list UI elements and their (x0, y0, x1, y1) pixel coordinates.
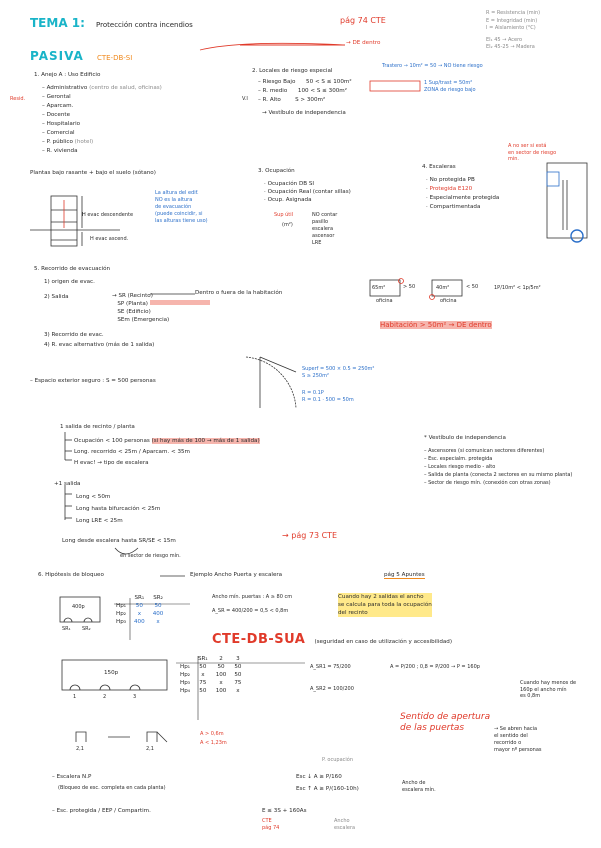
table-row: Hp₂ x 100 50 (180, 672, 242, 678)
sentido-heading: Sentido de apertura de las puertas (400, 712, 491, 733)
vi-label: V.I (242, 96, 248, 102)
list-item: – Riesgo Bajo 50 < S ≤ 100m² (258, 79, 352, 85)
eq1-label: Esc ↓ A ≥ P/160 (296, 774, 342, 780)
vestibulo-label: → Vestíbulo de independencia (262, 110, 346, 116)
sup-util-label: Sup útil (274, 212, 294, 218)
trastero-values: 1 Sup/trast = 50m² ZONA de riesgo bajo (424, 80, 476, 93)
list-item: – R. medio 100 < S ≤ 300m² (258, 88, 348, 94)
list-item: – Administrativo (centro de salud, oficinas) (42, 85, 162, 91)
list-item: Long. recorrido < 25m / Aparcam. < 35m (74, 449, 191, 455)
list-item: SE (Edificio) (117, 309, 151, 315)
page-subtitle: Protección contra incendios (96, 21, 193, 29)
stair-drawing (547, 163, 587, 242)
pag73-label: → pág 73 CTE (282, 531, 338, 540)
list-item: Ocupación < 100 personas (si hay más de 100 → más de 1 salida) (74, 438, 260, 444)
salidas-list (112, 292, 210, 324)
list-item: SP (Planta) (112, 300, 210, 308)
page-title: TEMA 1: (30, 16, 85, 30)
escalera-np-label: – Escalera N.P (52, 774, 92, 780)
list-item: · Protegida E120 (426, 186, 473, 192)
vest-list (424, 447, 572, 487)
espacio-label: – Espacio exterior seguro : S = 500 personas (30, 378, 156, 384)
door-sr1-label: SR₁ (62, 626, 71, 632)
list-item: – Docente (42, 112, 71, 118)
sua-heading: CTE-DB-SUA (seguridad en caso de utilización y accesibilidad) (212, 632, 453, 647)
list-item: – Ascensores (si comunican sectores diferentes) (424, 448, 545, 454)
hypothesis-table-1: SR₁ SR₂ Hp₁ 50 50 Hp₂ x 400 Hp₃ 400 x (112, 594, 167, 626)
sector-label: en sector de riesgo mín. (120, 553, 181, 559)
list-item: · Ocupación Real (contar sillas) (264, 189, 351, 195)
legend-item: EI₁ 45 → Acero (486, 36, 523, 43)
pasiva-heading: PASIVA CTE-DB-SI (30, 49, 133, 63)
list-item: Long hasta bifurcación < 25m (76, 506, 161, 512)
s2-rows (258, 78, 352, 105)
no-contar-list: NO contar pasillo escalera ascensor LRE (312, 212, 338, 246)
room2-label: 40m² (436, 285, 450, 291)
list-item: Long < 50m (76, 494, 111, 500)
list-item: Long LRE < 25m (76, 518, 123, 524)
plantas-label: Plantas bajo rasante + bajo el suelo (sótano) (30, 170, 156, 176)
escalera-np-note: (Bloqueo de esc. completa en cada planta) (58, 785, 166, 791)
s4-note: A no ser si está en sector de riesgo min. (508, 143, 557, 162)
door-label-1: 2,1 (76, 746, 84, 752)
ancho-min-label: Ancho mín. puertas : A ≥ 80 cm (212, 594, 293, 600)
s5-heading: 5. Recorrido de evacuación (34, 266, 111, 272)
radio-values: Superf = 500 × 0.5 = 250m² S ≥ 250m² R = 0.1P R = 0.1 · 500 = 50m (302, 366, 375, 403)
room1-value: > 50 (403, 284, 416, 290)
list-item: – Salida de planta (conecta 2 sectores en su mismo planta) (424, 472, 573, 478)
list-item: – R. Alto S > 300m² (258, 97, 326, 103)
oficina-label-2: oficina (440, 298, 457, 304)
pag74-label: pág 74 CTE (340, 16, 386, 25)
ancho-recinto-label: Ancho escalera (334, 818, 356, 831)
cuando-note: Cuando hay menos de 160p el ancho mín es 0,8m (520, 680, 577, 699)
table-row: Hp₁ 50 50 (116, 603, 162, 609)
pasiva-ref: CTE-DB-SI (96, 54, 133, 62)
eq3-label: E ≤ 3S + 160As (262, 808, 307, 814)
legend-item: I = Aislamiento (°C) (486, 25, 536, 31)
salida-label: 2) Salida (44, 294, 69, 300)
header (30, 12, 193, 31)
long-desde-label: Long desde escalera hasta SR/SE < 15m (62, 538, 176, 544)
h-asc-label: H evac ascend. (90, 236, 129, 242)
list-item: · Ocup. Asignada (264, 197, 312, 203)
list-item: · Compartimentada (426, 204, 481, 210)
s2-heading: 2. Locales de riesgo especial (252, 68, 333, 74)
esc-prot-label: – Esc. protegida / EEP / Compartim. (52, 808, 151, 814)
s1-heading: 1. Anejo A : Uso Edificio (34, 72, 101, 78)
de-dentro-label: → DE dentro (346, 40, 381, 46)
eq2-label: Esc ↑ A ≥ P/(160-10h) (296, 786, 359, 792)
s1-list (42, 84, 162, 156)
legend-item: EI₂ 45-25 → Madera (486, 44, 535, 50)
list-item: – R. vivienda (42, 148, 78, 154)
room2-value: < 50 (466, 284, 479, 290)
m2-label: (m²) (282, 222, 293, 228)
habitacion-label: Habitación > 50m² → DE dentro (380, 321, 492, 329)
table-row: Hp₁ 50 50 50 (180, 664, 242, 670)
room-150-label: 150p (104, 670, 119, 676)
list-item: – P. público (hotel) (42, 139, 94, 145)
origen-result: Dentro o fuera de la habitación (195, 290, 283, 296)
trastero-label: Trastero → 10m² = 50 → NO tiene riesgo (382, 63, 483, 69)
formula-a-label: A = P/200 ; 0,8 = P/200 → P = 160p (390, 664, 480, 670)
s4-heading: 4. Escaleras (422, 164, 456, 170)
asr1-label: A_SR1 = 75/200 (310, 664, 351, 670)
list-item: – Sector de riesgo mín. (conexión con otras zonas) (424, 480, 551, 486)
altura-note: La altura del edif. NO es la altura de evacuación (puede coincidir, si las alturas tiene uso) (155, 190, 208, 224)
list-item: H evac! → tipo de escalera (74, 460, 149, 466)
s3-heading: 3. Ocupación (258, 168, 295, 174)
highlight-note: Cuando hay 2 salidas el ancho se calcula para toda la ocupación del recinto (338, 594, 432, 616)
list-item: – Locales riesgo medio - alto (424, 464, 496, 470)
ancho-esc-label: Ancho de escalera mín. (402, 780, 436, 793)
s6-heading: 6. Hipótesis de bloqueo (38, 572, 104, 578)
oficina-label-1: oficina (376, 298, 393, 304)
table-row: Hp₄ 50 100 x (180, 688, 240, 694)
una-salida-heading: 1 salida de recinto / planta (60, 424, 135, 430)
door-label-2: 2,1 (146, 746, 154, 752)
legend-item: E = Integridad (min) (486, 17, 538, 24)
table-row: Hp₂ x 400 (116, 611, 164, 617)
ejemplo-label: Ejemplo Ancho Puerta y escalera (190, 572, 283, 578)
exterior-arc-drawing (246, 357, 296, 408)
list-item: · Especialmente protegida (426, 195, 500, 201)
vest-heading: * Vestíbulo de independencia (424, 435, 506, 441)
trastero-bar (370, 81, 420, 91)
alternativo-label: 4) R. evac alternativo (más de 1 salida) (44, 342, 155, 348)
asr2-label: A_SR2 = 100/200 (310, 686, 354, 692)
cte74-label: CTE pág 74 (262, 818, 280, 831)
list-item: · Ocupación DB SI (264, 181, 315, 187)
s4-list (426, 176, 499, 212)
legend (486, 10, 540, 52)
ocupacion-label: P. ocupación (322, 757, 353, 763)
room-400-label: 400p (72, 604, 85, 610)
table-row: Hp₃ 75 x 75 (180, 680, 242, 686)
apuntes-label: pág 5 Apuntes (384, 572, 425, 578)
una-salida-list (74, 436, 260, 469)
list-item: – Comercial (42, 130, 75, 136)
list-item: – Esc. especialm. protegida (424, 456, 493, 462)
recorrido-label: 3) Recorrido de evac. (44, 332, 104, 338)
legend-item: R = Resistencia (min) (486, 10, 541, 16)
hypothesis-table-2: SR₁ 2 3 Hp₁ 50 50 50 Hp₂ x 100 50 Hp₃ 75 x 75 Hp₄ 50 100 x (176, 655, 246, 695)
s3-list (264, 180, 351, 204)
mas-salida-list (76, 491, 160, 527)
door-sr2-label: SR₂ (82, 626, 91, 632)
door-3-label: 3 (133, 694, 137, 700)
list-item: – Gerontal (42, 94, 71, 100)
doors-drawing (76, 732, 167, 742)
mas-salida-heading: +1 salida (54, 481, 81, 487)
residencial-label: Resid. (10, 96, 26, 102)
origen-label: 1) origen de evac. (44, 279, 95, 285)
room1-label: 65m² (372, 285, 386, 291)
sua-note: (seguridad en caso de utilización y accesibilidad) (314, 639, 453, 645)
list-item: – Aparcam. (42, 103, 74, 109)
sentido-result: → Se abren hacia el sentido del recorrido o mayor nº personas (494, 726, 542, 753)
formula-label: 1P/10m² < 1p/5m² (494, 285, 541, 291)
table-row: Hp₃ 400 x (116, 619, 160, 625)
door-2-label: 2 (103, 694, 107, 700)
door-1-label: 1 (73, 694, 77, 700)
h-desc-label: H evac descendente (82, 212, 134, 218)
list-item: · No protegida PB (426, 177, 475, 183)
list-item: – Hospitalario (42, 121, 81, 127)
list-item: SEm (Emergencia) (117, 317, 170, 323)
door-dims: A > 0,6m A < 1,23m (200, 731, 227, 746)
list-item: → SR (Recinto) (112, 293, 153, 299)
ancho-eq-label: A_SR = 400/200 = 0,5 < 0,8m (212, 608, 289, 614)
